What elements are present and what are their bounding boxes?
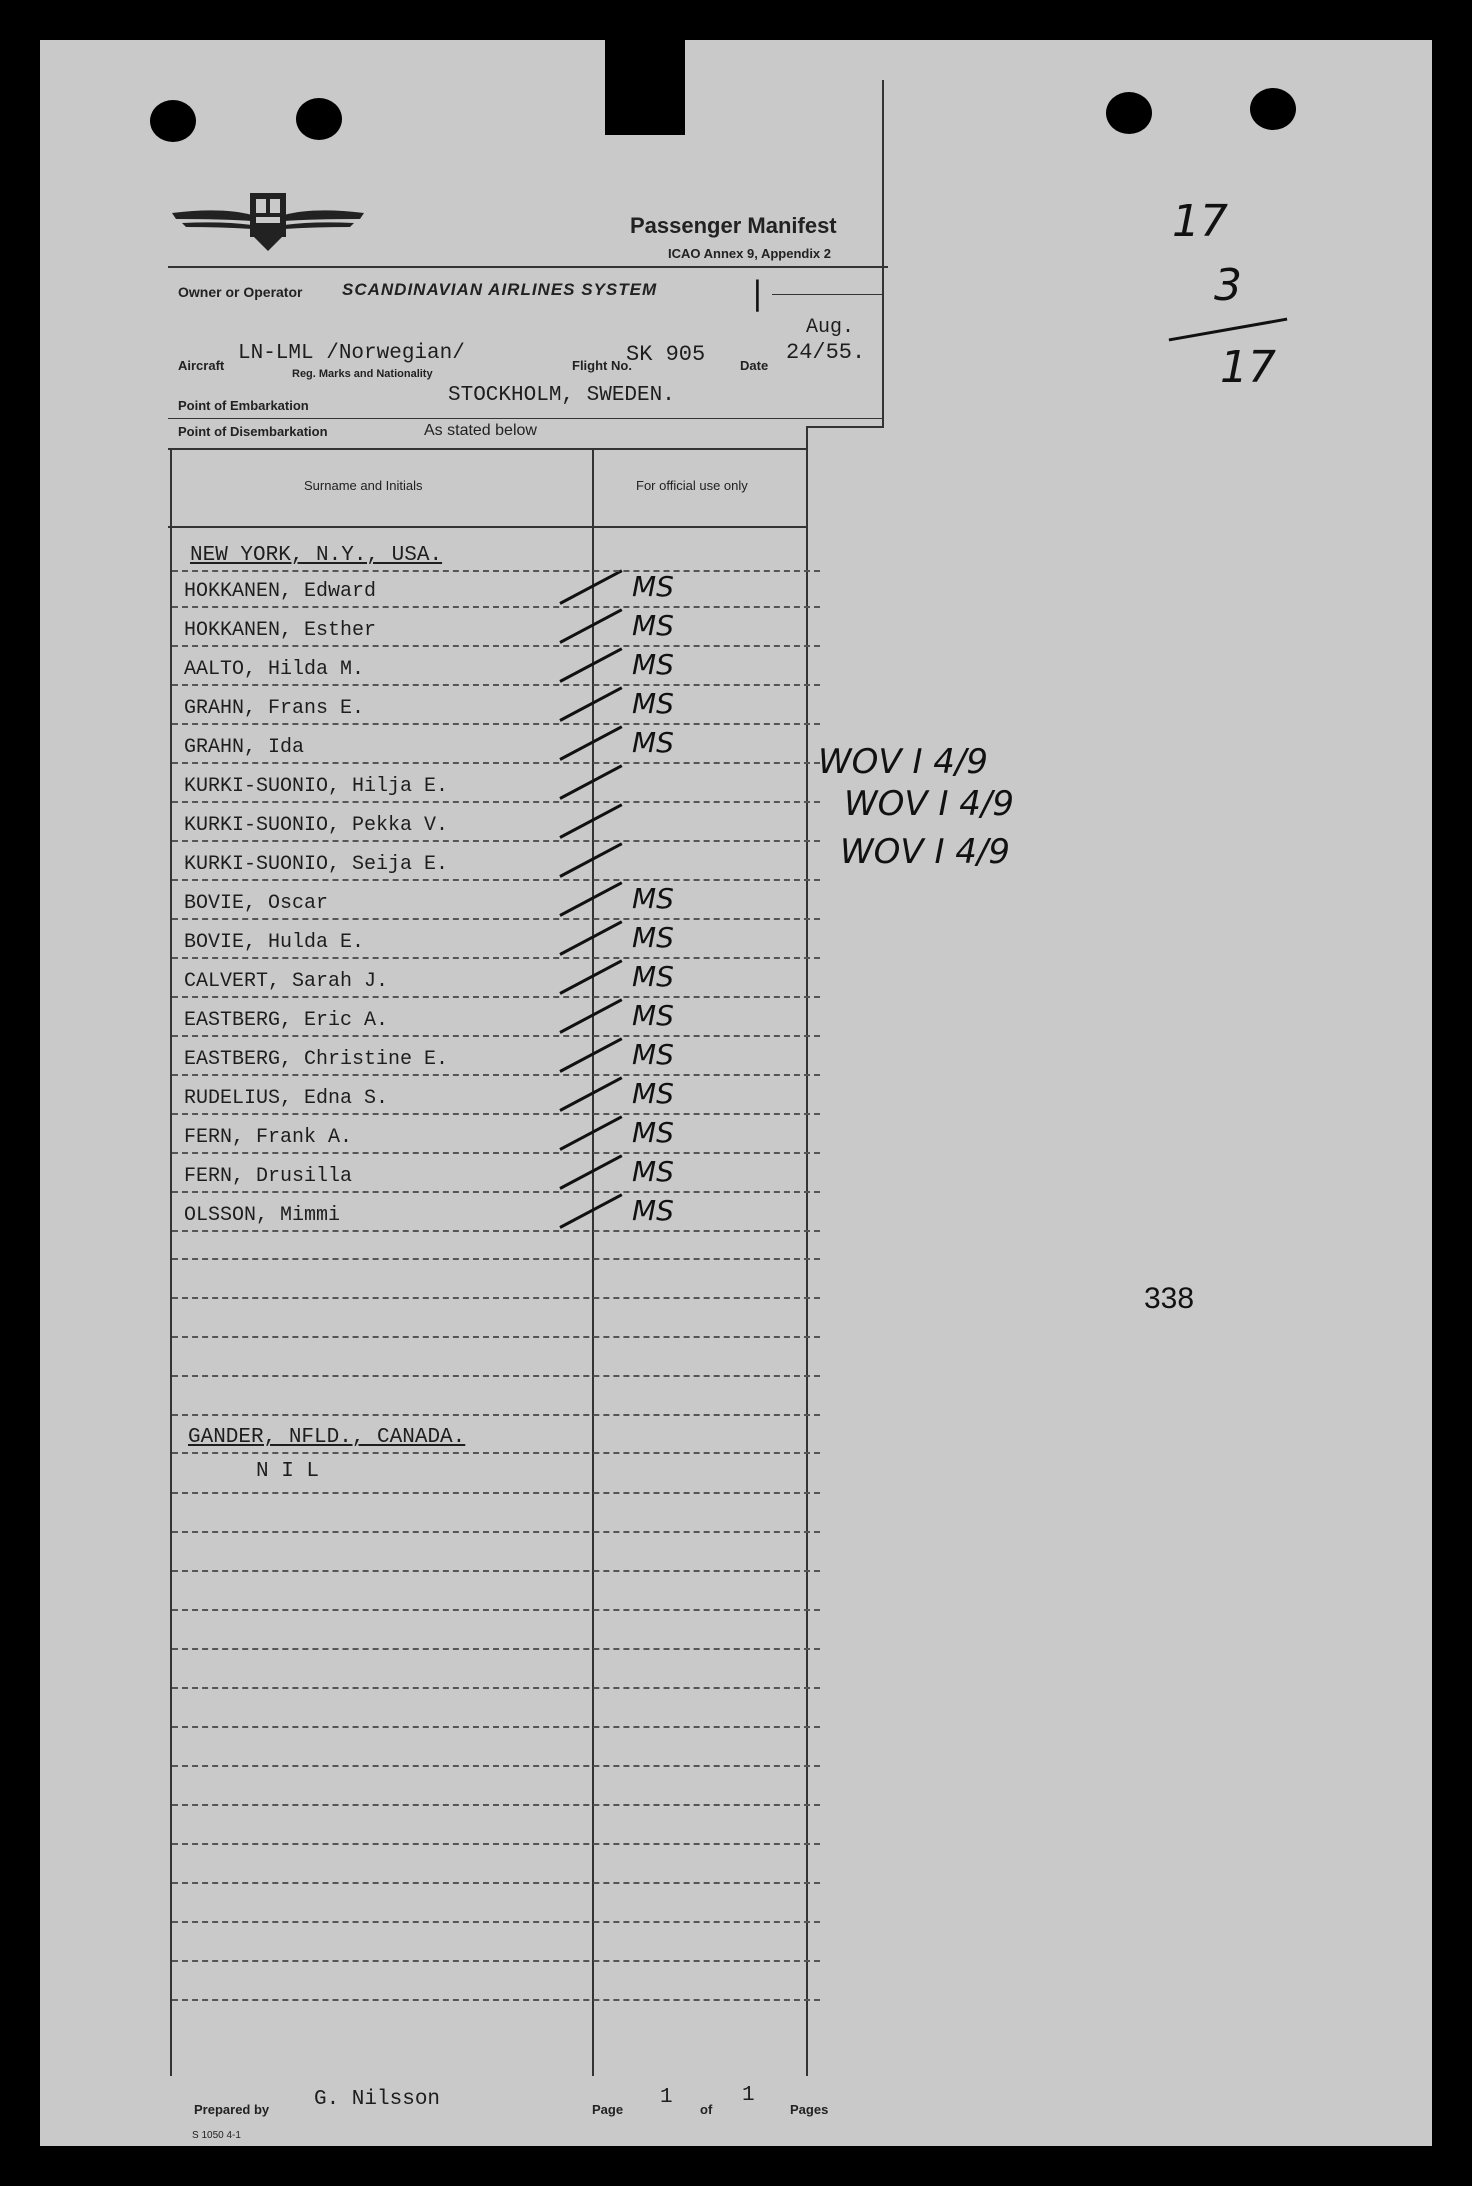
passenger-name: GRAHN, Frans E. — [184, 697, 365, 720]
row-rule — [172, 1531, 820, 1533]
row-rule — [172, 1648, 820, 1650]
official-initials: MS — [632, 1077, 674, 1110]
row-rule — [172, 1726, 820, 1728]
row-rule — [172, 645, 820, 647]
row-rule — [172, 1921, 820, 1923]
manifest-title: Passenger Manifest — [630, 213, 837, 238]
punch-hole — [1106, 92, 1152, 134]
row-rule — [172, 1035, 820, 1037]
aircraft-value: LN-LML /Norwegian/ — [238, 342, 465, 365]
page-stamp-number: 338 — [1144, 1282, 1195, 1315]
official-initials: MS — [632, 1155, 674, 1188]
row-rule — [172, 606, 820, 608]
passenger-name: BOVIE, Hulda E. — [184, 931, 365, 954]
row-rule — [172, 918, 820, 920]
page-label: Page — [592, 2102, 624, 2117]
passenger-name: CALVERT, Sarah J. — [184, 970, 389, 993]
row-rule — [172, 879, 820, 881]
date-value: 24/55. — [786, 340, 866, 365]
row-rule — [172, 1999, 820, 2001]
row-rule — [172, 1230, 820, 1232]
table-top-rule — [168, 448, 808, 450]
disembark-value: As stated below — [424, 422, 537, 439]
disembark-label: Point of Disembarkation — [178, 424, 328, 439]
passenger-name: HOKKANEN, Esther — [184, 619, 377, 642]
row-rule — [172, 996, 820, 998]
pages-label: Pages — [790, 2102, 829, 2117]
flight-label: Flight No. — [572, 358, 632, 373]
prepared-by-value: G. Nilsson — [314, 2088, 441, 2111]
aircraft-label: Aircraft — [178, 358, 225, 373]
official-initials: MS — [632, 570, 674, 603]
passenger-name: AALTO, Hilda M. — [184, 658, 365, 681]
passenger-name: RUDELIUS, Edna S. — [184, 1087, 389, 1110]
row-rule — [172, 1687, 820, 1689]
column-header-official: For official use only — [636, 478, 748, 493]
destination-gander-value: N I L — [256, 1460, 320, 1483]
row-rule — [172, 1804, 820, 1806]
official-initials: MS — [632, 882, 674, 915]
reg-marks-label: Reg. Marks and Nationality — [292, 368, 433, 380]
row-rule — [172, 1258, 820, 1260]
airline-logo — [172, 185, 364, 255]
destination-gander: GANDER, NFLD., CANADA. — [188, 1426, 466, 1449]
passenger-name: FERN, Drusilla — [184, 1165, 353, 1188]
side-note-1: WOV I 4/9 — [818, 742, 988, 782]
row-rule — [172, 1375, 820, 1377]
column-header-surname: Surname and Initials — [304, 478, 423, 493]
column-divider — [592, 448, 594, 2076]
official-initials: MS — [632, 648, 674, 681]
of-value: 1 — [742, 2084, 755, 2107]
table-left-border — [170, 448, 172, 2076]
annotation-top-3: 17 — [1220, 342, 1276, 393]
row-rule — [172, 1452, 820, 1454]
row-rule — [172, 1960, 820, 1962]
row-rule — [172, 1570, 820, 1572]
official-initials: MS — [632, 726, 674, 759]
annotation-top-1: 17 — [1172, 196, 1228, 247]
row-rule — [172, 1492, 820, 1494]
row-rule — [172, 1152, 820, 1154]
official-initials: MS — [632, 999, 674, 1032]
passenger-name: FERN, Frank A. — [184, 1126, 353, 1149]
passenger-name: HOKKANEN, Edward — [184, 580, 377, 603]
date-label: Date — [740, 358, 769, 373]
row-rule — [172, 723, 820, 725]
row-rule — [172, 1765, 820, 1767]
side-note-3: WOV I 4/9 — [840, 832, 1010, 872]
official-initials: MS — [632, 921, 674, 954]
header-rule — [168, 266, 888, 268]
official-initials: MS — [632, 609, 674, 642]
date-month: Aug. — [806, 316, 855, 339]
passenger-name: EASTBERG, Christine E. — [184, 1048, 449, 1071]
row-rule — [172, 801, 820, 803]
official-initials: MS — [632, 1194, 674, 1227]
column-header-rule — [168, 526, 808, 528]
owner-mark: | — [752, 274, 763, 312]
side-note-2: WOV I 4/9 — [844, 784, 1014, 824]
row-rule — [172, 1414, 820, 1416]
page-value: 1 — [660, 2086, 673, 2109]
official-initials: MS — [632, 1116, 674, 1149]
official-initials: MS — [632, 960, 674, 993]
staple-tab — [605, 40, 685, 135]
passenger-name: KURKI-SUONIO, Pekka V. — [184, 814, 449, 837]
row-rule — [172, 684, 820, 686]
row-rule — [172, 957, 820, 959]
header-right-border — [882, 80, 884, 426]
row-rule — [172, 1882, 820, 1884]
row-rule — [172, 762, 820, 764]
passenger-name: OLSSON, Mimmi — [184, 1204, 341, 1227]
annotation-top-2: 3 — [1214, 260, 1242, 311]
owner-line — [772, 294, 882, 295]
form-code: S 1050 4-1 — [192, 2130, 241, 2141]
row-rule — [172, 570, 820, 572]
owner-value: SCANDINAVIAN AIRLINES SYSTEM — [342, 280, 658, 299]
table-step — [806, 426, 808, 2076]
passenger-name: KURKI-SUONIO, Seija E. — [184, 853, 449, 876]
punch-hole — [296, 98, 342, 140]
embark-value: STOCKHOLM, SWEDEN. — [448, 384, 675, 407]
punch-hole — [150, 100, 196, 142]
punch-hole — [1250, 88, 1296, 130]
prepared-by-label: Prepared by — [194, 2102, 270, 2117]
row-rule — [172, 1297, 820, 1299]
manifest-subtitle: ICAO Annex 9, Appendix 2 — [668, 246, 832, 261]
table-step-top — [806, 426, 884, 428]
destination-new-york: NEW YORK, N.Y., USA. — [190, 544, 443, 567]
passenger-name: KURKI-SUONIO, Hilja E. — [184, 775, 449, 798]
embark-rule — [168, 418, 884, 419]
passenger-name: GRAHN, Ida — [184, 736, 305, 759]
embark-label: Point of Embarkation — [178, 398, 309, 413]
passenger-name: BOVIE, Oscar — [184, 892, 329, 915]
of-label: of — [700, 2102, 713, 2117]
row-rule — [172, 1074, 820, 1076]
flight-value: SK 905 — [626, 342, 706, 367]
row-rule — [172, 1336, 820, 1338]
owner-label: Owner or Operator — [178, 284, 303, 300]
row-rule — [172, 1609, 820, 1611]
official-initials: MS — [632, 1038, 674, 1071]
row-rule — [172, 1191, 820, 1193]
row-rule — [172, 1113, 820, 1115]
row-rule — [172, 840, 820, 842]
official-initials: MS — [632, 687, 674, 720]
passenger-name: EASTBERG, Eric A. — [184, 1009, 389, 1032]
row-rule — [172, 1843, 820, 1845]
